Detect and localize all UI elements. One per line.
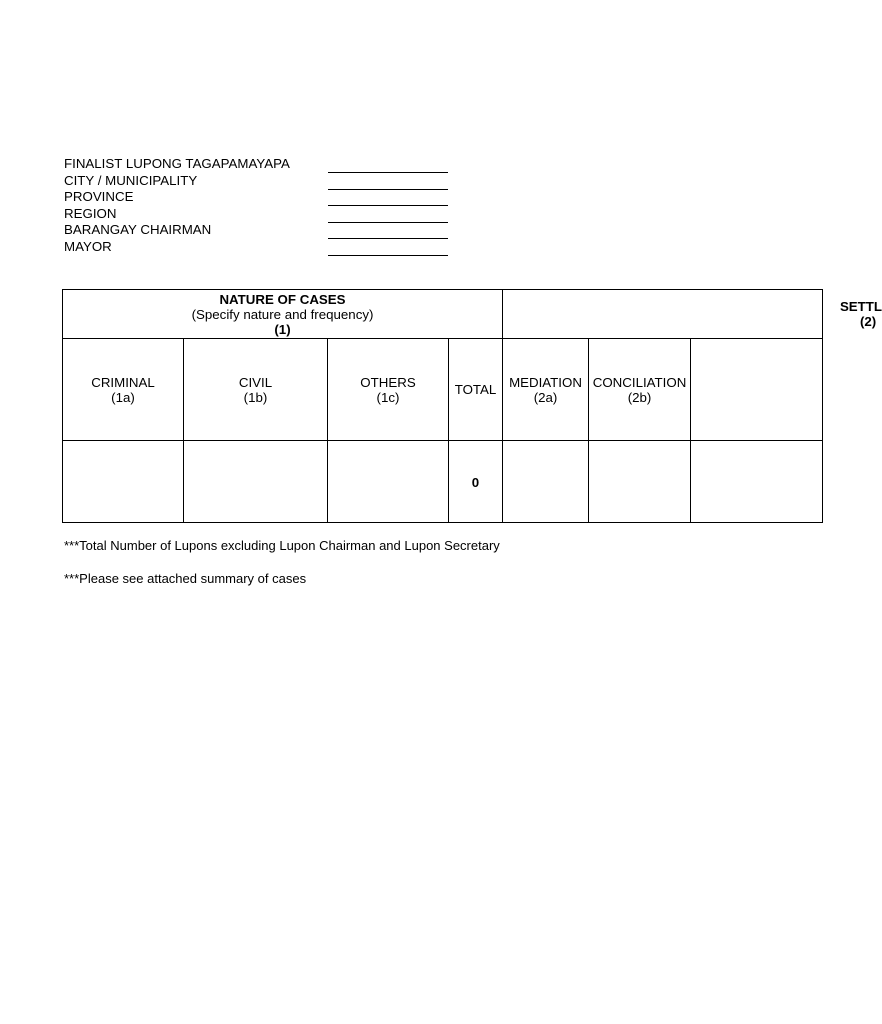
- info-row-lupon: [64, 156, 464, 173]
- col-header-conciliation: [589, 339, 691, 441]
- info-label: REGION: [64, 205, 117, 221]
- total-value: 0: [471, 475, 480, 490]
- note-total-lupons: ***Total Number of Lupons excluding Lupon Chairman and Lupon Secretary: [64, 538, 500, 553]
- nature-of-cases-header: [63, 290, 503, 339]
- info-label: CITY / MUNICIPALITY: [64, 172, 198, 188]
- col-label: CONCILIATION: [592, 374, 687, 390]
- info-label: FINALIST LUPONG TAGAPAMAYAPA: [64, 156, 290, 171]
- settled-code: (2): [859, 314, 877, 329]
- info-row-mayor: [64, 239, 464, 256]
- info-fields: [64, 156, 464, 256]
- settled-header-text: [840, 299, 882, 329]
- col-header-total: [449, 339, 503, 441]
- nature-code: (1): [274, 321, 291, 337]
- col-code: (1b): [243, 389, 268, 405]
- col-header-civil: [184, 339, 328, 441]
- col-code: (1a): [111, 389, 135, 405]
- cell-offscreen: [691, 441, 823, 523]
- nature-subtitle: (Specify nature and frequency): [191, 306, 374, 322]
- note-summary: ***Please see attached summary of cases: [64, 571, 307, 586]
- cell-mediation[interactable]: [503, 441, 589, 523]
- col-label: OTHERS: [360, 374, 416, 390]
- col-header-offscreen: [691, 339, 823, 441]
- nature-title: NATURE OF CASES: [219, 291, 346, 307]
- col-code: (1c): [376, 389, 400, 405]
- info-row-region: [64, 206, 464, 223]
- col-code: (2b): [627, 389, 652, 405]
- cell-civil[interactable]: [184, 441, 328, 523]
- info-label: MAYOR: [64, 238, 112, 254]
- col-header-mediation: [503, 339, 589, 441]
- cell-conciliation[interactable]: [589, 441, 691, 523]
- info-label: PROVINCE: [64, 189, 134, 205]
- settled-title: SETTL: [839, 299, 882, 314]
- info-row-chairman: [64, 222, 464, 239]
- cell-criminal[interactable]: [63, 441, 184, 523]
- col-label: MEDIATION: [509, 374, 582, 390]
- cell-others[interactable]: [328, 441, 449, 523]
- cell-total: [449, 441, 503, 523]
- col-label: CIVIL: [238, 374, 273, 390]
- info-value-line[interactable]: [328, 255, 448, 256]
- info-row-province: [64, 189, 464, 206]
- col-header-others: [328, 339, 449, 441]
- cases-table: [62, 289, 882, 523]
- info-label: BARANGAY CHAIRMAN: [64, 222, 212, 238]
- col-label: CRIMINAL: [91, 374, 155, 390]
- info-row-city: [64, 173, 464, 190]
- col-code: (2a): [533, 389, 558, 405]
- col-label: TOTAL: [454, 382, 497, 397]
- settled-header: [503, 290, 882, 339]
- col-header-criminal: [63, 339, 184, 441]
- cases-table-viewport: [62, 289, 882, 523]
